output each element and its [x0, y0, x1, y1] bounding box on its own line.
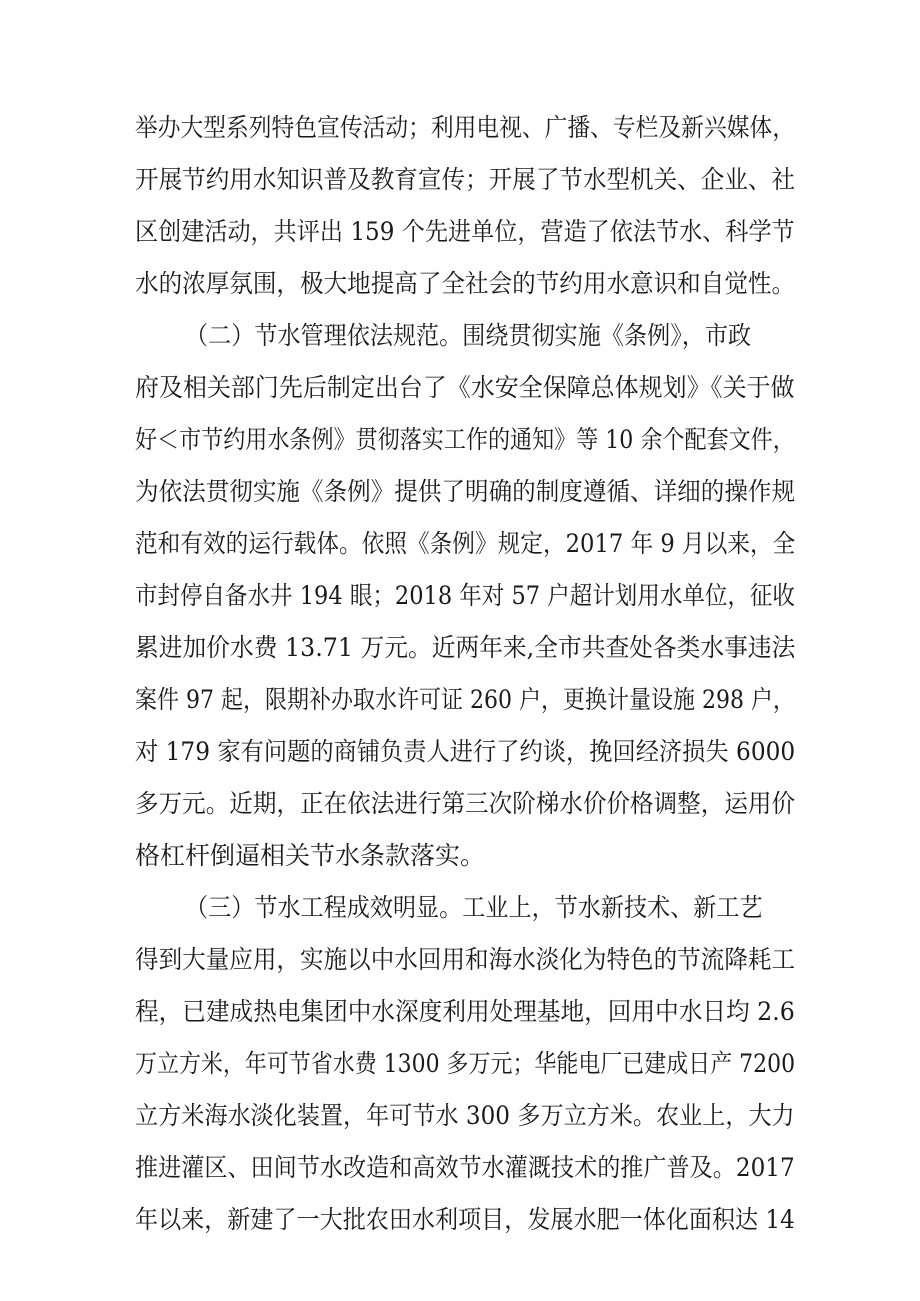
text-line: 多万元。近期，正在依法进行第三次阶梯水价价格调整，运用价 — [135, 789, 796, 818]
text-line: 格杠杆倒逼相关节水条款落实。 — [135, 841, 486, 870]
paragraph-heading-3: （三）节水工程成效明显。工业上，节水新技术、新工艺 — [185, 893, 763, 922]
text-line: 水的浓厚氛围，极大地提高了全社会的节约用水意识和自觉性。 — [135, 269, 796, 298]
text-line: 市封停自备水井 194 眼；2018 年对 57 户超计划用水单位，征收 — [135, 581, 795, 610]
text-line: 好＜市节约用水条例》贯彻落实工作的通知》等 10 余个配套文件， — [135, 425, 795, 454]
text-line: 案件 97 起，限期补办取水许可证 260 户，更换计量设施 298 户， — [135, 685, 795, 714]
text-line: 程，已建成热电集团中水深度利用处理基地，回用中水日均 2.6 — [135, 997, 795, 1026]
text-line: 万立方米，年可节省水费 1300 多万元；华能电厂已建成日产 7200 — [135, 1049, 796, 1078]
text-line: 举办大型系列特色宣传活动；利用电视、广播、专栏及新兴媒体， — [135, 113, 795, 142]
text-line: 开展节约用水知识普及教育宣传；开展了节水型机关、企业、社 — [135, 165, 796, 194]
text-line: 推进灌区、田间节水改造和高效节水灌溉技术的推广普及。2017 — [135, 1153, 795, 1182]
text-line: 为依法贯彻实施《条例》提供了明确的制度遵循、详细的操作规 — [135, 477, 796, 506]
text-line: 区创建活动，共评出 159 个先进单位，营造了依法节水、科学节 — [135, 217, 795, 246]
text-line: 年以来，新建了一大批农田水利项目，发展水肥一体化面积达 14 — [135, 1205, 795, 1234]
text-line: 累进加价水费 13.71 万元。近两年来,全市共查处各类水事违法 — [135, 633, 796, 662]
text-line: 得到大量应用，实施以中水回用和海水淡化为特色的节流降耗工 — [135, 945, 796, 974]
text-line: 立方米海水淡化装置，年可节水 300 多万立方米。农业上，大力 — [135, 1101, 795, 1130]
text-line: 对 179 家有问题的商铺负责人进行了约谈，挽回经济损失 6000 — [135, 737, 796, 766]
paragraph-heading-2: （二）节水管理依法规范。围绕贯彻实施《条例》，市政 — [185, 321, 752, 350]
text-line: 范和有效的运行载体。依照《条例》规定，2017 年 9 月以来，全 — [135, 529, 796, 558]
text-line: 府及相关部门先后制定出台了《水安全保障总体规划》《关于做 — [135, 373, 795, 402]
